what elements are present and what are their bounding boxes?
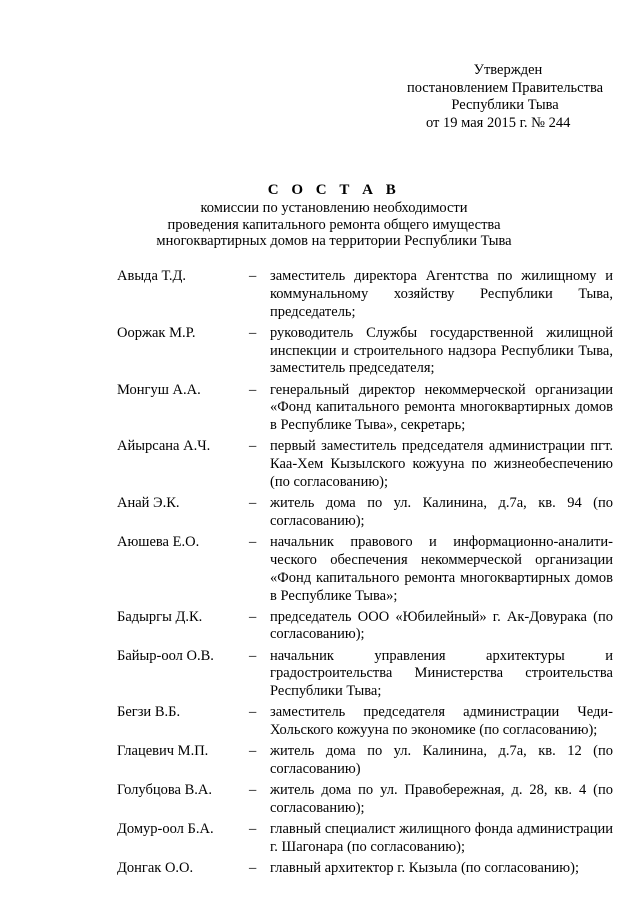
member-role: начальник правового и информационно-аналити-ческого обеспечения некоммерческой организации «Фонд капитального ремонта многоквартирных домов в Республике Тыва»; bbox=[270, 534, 613, 604]
member-role: первый заместитель председателя администрации пгт. Каа-Хем Кызылского кожууна по жизнеобеспечению (по согласованию); bbox=[270, 438, 613, 490]
member-role: житель дома по ул. Калинина, д.7а, кв. 12 (по согласованию) bbox=[270, 743, 613, 778]
member-dash: – bbox=[249, 534, 257, 551]
member-dash: – bbox=[249, 324, 257, 341]
member-role: председатель ООО «Юбилейный» г. Ак-Довурака (по согласованию); bbox=[270, 608, 613, 643]
document-subtitle-line-1: комиссии по установлению необходимости bbox=[200, 200, 468, 216]
member-dash: – bbox=[249, 438, 257, 455]
member-row bbox=[117, 648, 613, 701]
member-role: заместитель директора Агентства по жилищному и коммунальному хозяйству Республики Тыва, председатель; bbox=[270, 268, 613, 320]
member-dash: – bbox=[249, 782, 257, 799]
member-dash: – bbox=[249, 608, 257, 625]
member-row bbox=[117, 268, 613, 321]
member-row bbox=[117, 382, 613, 435]
member-name: Авыда Т.Д. bbox=[117, 268, 187, 284]
member-name: Глацевич М.П. bbox=[117, 743, 209, 760]
member-dash: – bbox=[249, 860, 257, 877]
member-name: Домур-оол Б.А. bbox=[117, 821, 214, 838]
member-name: Бадыргы Д.К. bbox=[117, 608, 203, 625]
member-name: Бегзи В.Б. bbox=[117, 704, 181, 721]
member-role: руководитель Службы государственной жилищной инспекции и строительного надзора Республики Тыва, заместитель председателя; bbox=[270, 324, 613, 377]
member-row bbox=[117, 438, 613, 491]
member-dash: – bbox=[249, 495, 257, 512]
member-dash: – bbox=[249, 268, 257, 284]
member-name: Ооржак М.Р. bbox=[117, 324, 196, 341]
approval-line-date: от 19 мая 2015 г. № 244 bbox=[426, 114, 571, 131]
approval-line-republic: Республики Тыва bbox=[451, 97, 559, 113]
member-row bbox=[117, 860, 613, 878]
member-row bbox=[117, 325, 613, 378]
document-subtitle-line-2: проведения капитального ремонта общего имущества bbox=[167, 216, 501, 233]
document-title: С О С Т А В bbox=[267, 182, 401, 198]
member-name: Голубцова В.А. bbox=[117, 782, 212, 799]
member-row bbox=[117, 534, 613, 605]
member-name: Аюшева Е.О. bbox=[117, 534, 200, 551]
approval-line-approved: Утвержден bbox=[473, 62, 543, 78]
member-role: заместитель председателя администрации Чеди-Хольского кожууна по экономике (по согласованию); bbox=[270, 704, 613, 739]
member-role: главный специалист жилищного фонда администрации г. Шагонара (по согласованию); bbox=[270, 821, 613, 856]
member-role: житель дома по ул. Правобережная, д. 28, кв. 4 (по согласованию); bbox=[270, 782, 613, 817]
approval-block bbox=[380, 62, 630, 132]
member-role: генеральный директор некоммерческой организации «Фонд капитального ремонта многоквартирных домов в Республике Тыва», секретарь; bbox=[270, 381, 613, 434]
member-name: Байыр-оол О.В. bbox=[117, 647, 214, 664]
member-role: главный архитектор г. Кызыла (по согласованию); bbox=[270, 860, 579, 877]
document-heading bbox=[0, 181, 640, 250]
member-name: Монгуш А.А. bbox=[117, 381, 201, 398]
member-name: Донгак О.О. bbox=[117, 860, 194, 877]
member-name: Айырсана А.Ч. bbox=[117, 438, 211, 455]
member-row bbox=[117, 743, 613, 779]
member-row bbox=[117, 782, 613, 818]
commission-member-list bbox=[117, 268, 613, 882]
member-dash: – bbox=[249, 704, 257, 721]
member-role: житель дома по ул. Калинина, д.7а, кв. 94 (по согласованию); bbox=[270, 495, 613, 529]
member-row bbox=[117, 821, 613, 857]
member-row bbox=[117, 495, 613, 531]
member-role: начальник управления архитектуры и градостроительства Министерства строительства Республики Тыва; bbox=[270, 647, 613, 700]
member-dash: – bbox=[249, 821, 257, 838]
member-row bbox=[117, 609, 613, 645]
member-dash: – bbox=[249, 647, 257, 664]
member-dash: – bbox=[249, 381, 257, 398]
approval-line-resolution: постановлением Правительства bbox=[406, 79, 604, 96]
document-subtitle-line-3: многоквартирных домов на территории Республики Тыва bbox=[156, 233, 512, 249]
member-dash: – bbox=[249, 743, 257, 760]
member-name: Анай Э.К. bbox=[117, 495, 180, 512]
member-row bbox=[117, 704, 613, 740]
